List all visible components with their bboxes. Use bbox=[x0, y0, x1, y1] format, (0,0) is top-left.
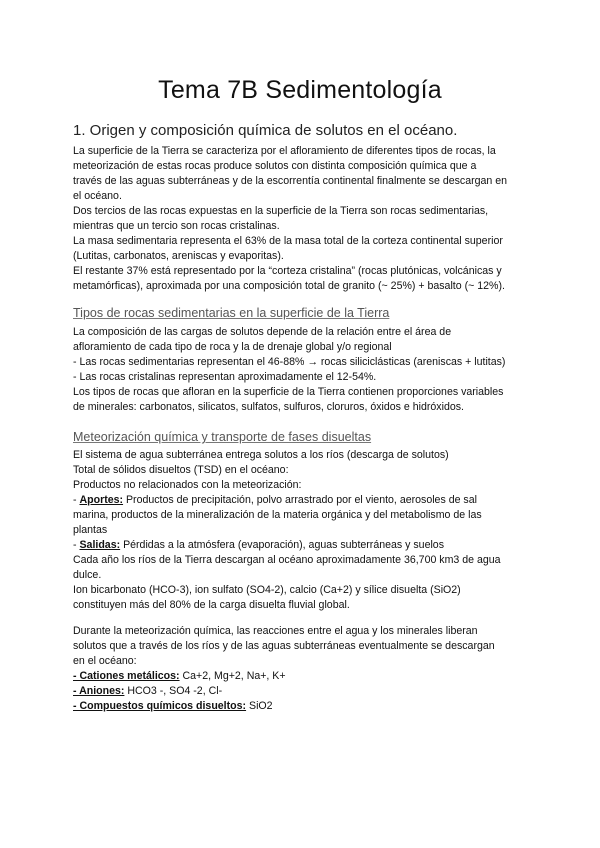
text-line: de minerales: carbonatos, silicatos, sulfatos, sulfuros, cloruros, óxidos e hidróxidos. bbox=[73, 401, 464, 413]
text-line: solutos que a través de los ríos y de las aguas subterráneas eventualmente se descargan bbox=[73, 640, 495, 652]
aniones-line bbox=[73, 684, 533, 699]
text-line: Total de sólidos disueltos (TSD) en el océano: bbox=[73, 464, 289, 476]
section1-paragraph bbox=[73, 144, 533, 294]
text-line: mientras que un tercio son rocas cristalinas. bbox=[73, 220, 280, 232]
salidas-line bbox=[73, 538, 533, 553]
text-line: marina, productos de la mineralización de la materia orgánica y del metabolismo de las bbox=[73, 509, 482, 521]
section-heading-tipos-rocas: Tipos de rocas sedimentarias en la superficie de la Tierra bbox=[73, 306, 390, 320]
compuestos-line bbox=[73, 699, 533, 714]
text-line: metamórficas), aproximada por una composición total de granito (~ 25%) + basalto (~ 12%). bbox=[73, 280, 505, 292]
text-line: La masa sedimentaria representa el 63% de la masa total de la corteza continental superior bbox=[73, 235, 503, 247]
text-line: través de las aguas subterráneas y de la escorrentía continental finalmente se descargan en bbox=[73, 175, 508, 187]
text-line: el océano. bbox=[73, 190, 122, 202]
cationes-line bbox=[73, 669, 533, 684]
text-line: La superficie de la Tierra se caracteriza por el afloramiento de diferentes tipos de rocas, la bbox=[73, 145, 496, 157]
section-heading-meteorizacion: Meteorización química y transporte de fases disueltas bbox=[73, 430, 372, 444]
page-title: Tema 7B Sedimentología bbox=[158, 76, 442, 104]
aportes-label: Aportes: bbox=[79, 494, 124, 506]
text-line: Dos tercios de las rocas expuestas en la superficie de la Tierra son rocas sedimentarias, bbox=[73, 205, 489, 217]
text-line: La composición de las cargas de solutos depende de la relación entre el área de bbox=[73, 326, 452, 338]
salidas-label: Salidas: bbox=[79, 539, 121, 551]
text-line: (Lutitas, carbonatos, areniscas y evaporitas). bbox=[73, 250, 284, 262]
text-line: Productos no relacionados con la meteorización: bbox=[73, 479, 302, 491]
text-line: El restante 37% está representado por la “corteza cristalina” (rocas plutónicas, volcánicas y bbox=[73, 265, 502, 277]
compuestos-text: SiO2 bbox=[246, 700, 273, 712]
section3-durante-paragraph bbox=[73, 624, 533, 714]
bullet-dash: - bbox=[73, 539, 80, 551]
text-line: El sistema de agua subterránea entrega solutos a los ríos (descarga de solutos) bbox=[73, 449, 449, 461]
text-line: Durante la meteorización química, las reacciones entre el agua y los minerales liberan bbox=[73, 625, 478, 637]
aportes-line bbox=[73, 493, 533, 508]
aniones-text: HCO3 -, SO4 -2, Cl- bbox=[124, 685, 223, 697]
text-line: Cada año los ríos de la Tierra descargan al océano aproximadamente 36,700 km3 de agua bbox=[73, 554, 501, 566]
text-line: afloramiento de cada tipo de roca y la de drenaje global y/o regional bbox=[73, 341, 392, 353]
cationes-text: Ca+2, Mg+2, Na+, K+ bbox=[179, 670, 286, 682]
cationes-label: - Cationes metálicos: bbox=[73, 670, 180, 682]
section-heading-origen: 1. Origen y composición química de solutos en el océano. bbox=[73, 122, 458, 139]
text-line: - Las rocas sedimentarias representan el 46-88% → rocas siliciclásticas (areniscas + lutitas) bbox=[73, 356, 506, 368]
text-line: constituyen más del 80% de la carga disuelta fluvial global. bbox=[73, 599, 350, 611]
text-line: dulce. bbox=[73, 569, 102, 581]
section2-paragraph bbox=[73, 325, 533, 415]
salidas-text: Pérdidas a la atmósfera (evaporación), aguas subterráneas y suelos bbox=[120, 539, 444, 551]
text-line: meteorización de estas rocas produce solutos con distinta composición química que a bbox=[73, 160, 477, 172]
section3-paragraph bbox=[73, 448, 533, 613]
text-line: - Las rocas cristalinas representan aproximadamente el 12-54%. bbox=[73, 371, 377, 383]
text-line: Los tipos de rocas que afloran en la superficie de la Tierra contienen proporciones variables bbox=[73, 386, 504, 398]
compuestos-label: - Compuestos químicos disueltos: bbox=[73, 700, 247, 712]
aniones-label: - Aniones: bbox=[73, 685, 125, 697]
text-line: plantas bbox=[73, 524, 108, 536]
text-line: Ion bicarbonato (HCO-3), ion sulfato (SO4-2), calcio (Ca+2) y sílice disuelta (SiO2) bbox=[73, 584, 461, 596]
text-line: en el océano: bbox=[73, 655, 137, 667]
bullet-dash: - bbox=[73, 494, 80, 506]
aportes-text: Productos de precipitación, polvo arrastrado por el viento, aerosoles de sal bbox=[123, 494, 477, 506]
